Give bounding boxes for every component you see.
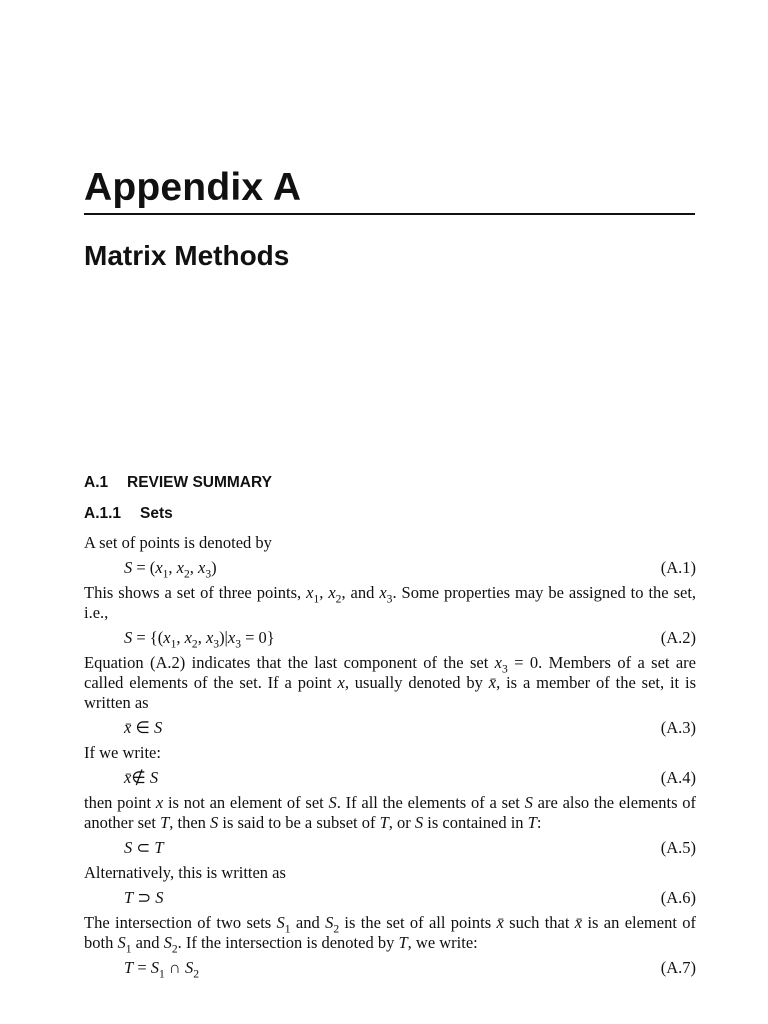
- section-title: REVIEW SUMMARY: [127, 474, 272, 491]
- chapter-subtitle: Matrix Methods: [84, 240, 290, 271]
- equation-expression: x̄∉ S: [124, 768, 159, 787]
- equation-row: [84, 713, 696, 743]
- title-rule: [84, 213, 695, 215]
- section-number: A.1: [84, 474, 109, 491]
- paragraph: This shows a set of three points, $x_1$, $x_2$, and $x_3$. Some properties may be assigned to the set, i.e.,: [84, 583, 697, 622]
- subsection-title: Sets: [140, 505, 173, 522]
- equation-row: [84, 833, 696, 863]
- equation-expression: S ⊂ T: [124, 838, 164, 857]
- equation-number: (A.7): [660, 958, 696, 977]
- paragraph: A set of points is denoted by: [84, 533, 272, 552]
- paragraph: If we write:: [84, 743, 161, 762]
- equation-expression: x̄ ∈ S: [124, 718, 163, 737]
- equation-expression: T ⊃ S: [124, 888, 164, 907]
- equation-row: [84, 553, 696, 583]
- body-text: [84, 470, 696, 983]
- equation-expression: $T = S_1$ ∩ $S_2$: [124, 958, 199, 981]
- paragraph: The intersection of two sets $S_1$ and $S_2$ is the set of all points x̄ such that x̄ is an element of both $S_1$ and $S_2$. If the intersection is denoted by T, we write:: [84, 913, 696, 956]
- subsection-heading: [84, 503, 696, 525]
- equation-number: (A.3): [660, 718, 696, 737]
- subsection-number: A.1.1: [84, 505, 122, 522]
- equation-row: [84, 763, 696, 793]
- equation-number: (A.2): [660, 628, 696, 647]
- equation-expression: $S = \{(x_1$, $x_2$, $x_3)|x_3 = 0$}: [124, 628, 275, 651]
- equation-number: (A.6): [660, 888, 696, 907]
- equation-number: (A.5): [660, 838, 696, 857]
- paragraph: Alternatively, this is written as: [84, 863, 286, 882]
- equation-row: [84, 953, 696, 983]
- equation-row: [84, 623, 696, 653]
- document-page: [84, 0, 696, 1024]
- equation-row: [84, 883, 696, 913]
- paragraph: then point x is not an element of set S. If all the elements of a set S are also the elements of another set T, then S is said to be a subset of T, or S is contained in T:: [84, 793, 697, 832]
- paragraph: Equation (A.2) indicates that the last component of the set $x_3 = 0$. Members of a set are called elements of the set. If a point x, usually denoted by x̄, is a member of the set, it is written as: [84, 653, 696, 712]
- equation-expression: $S = (x_1$, $x_2$, $x_3$): [124, 558, 217, 581]
- chapter-title: Appendix A: [84, 166, 302, 209]
- equation-number: (A.4): [660, 768, 696, 787]
- equation-number: (A.1): [660, 558, 696, 577]
- section-heading: [84, 472, 696, 494]
